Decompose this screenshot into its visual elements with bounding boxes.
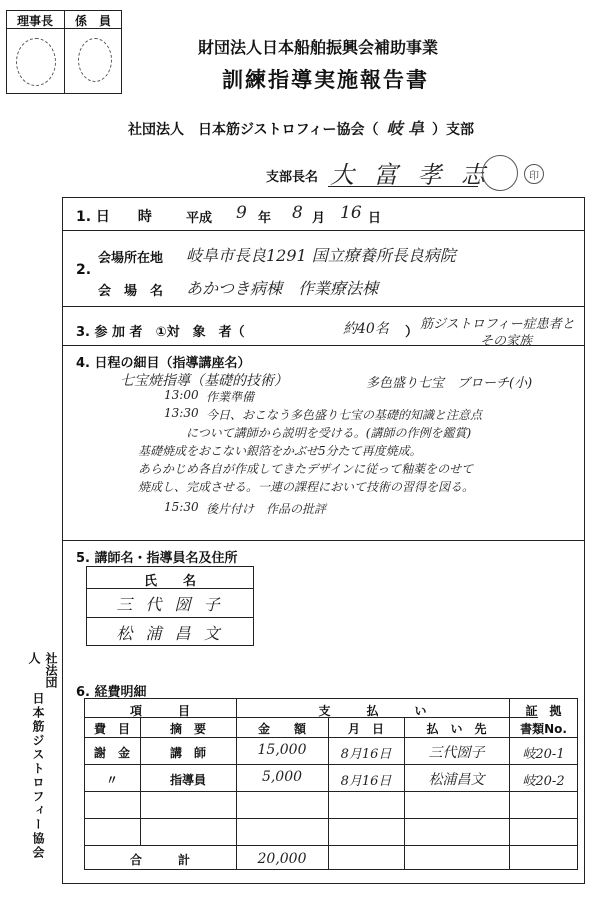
schedule-row [138, 478, 574, 500]
row-payee: 松浦昌文 [428, 772, 485, 788]
course-name: 七宝焼指導（基礎的技術） [120, 373, 288, 389]
head-name: 大 富 孝 志 [330, 161, 491, 189]
row-doc: 岐20-1 [522, 747, 565, 762]
row-date: 8月16日 [340, 747, 392, 762]
instructors-label: 5. 講師名・指導員名及住所 [76, 551, 238, 566]
staff-label: 係 員 [74, 14, 111, 28]
schedule-row [138, 442, 574, 460]
header-category: 費 目 [93, 722, 130, 736]
row-date: 8月16日 [340, 774, 392, 789]
date-day: 16 [340, 203, 362, 223]
header-payment: 支 払 い [318, 704, 427, 718]
participants-label: 3. 参 加 者 ①対 象 者（ [76, 325, 245, 340]
venue-name-label: 会 場 名 [98, 284, 164, 299]
date-label: 1. 日 時 [76, 209, 152, 225]
row-amount: 15,000 [257, 742, 307, 758]
expense-label: 6. 経費明細 [76, 685, 147, 700]
seal-mark: 印 [524, 164, 544, 184]
schedule-time: 13:00 [164, 388, 199, 402]
schedule-time: 13:30 [164, 406, 199, 420]
header-cert-no: 書類No. [520, 722, 567, 736]
row-description: 指導員 [169, 773, 206, 787]
header-amount: 金 額 [257, 722, 306, 736]
venue-num: 2. [76, 262, 92, 278]
instructor-name: 三 代 圀 子 [116, 595, 224, 614]
schedule-row [164, 406, 574, 424]
page-title: 訓練指導実施報告書 [222, 68, 429, 92]
instructors-col-header: 氏 名 [143, 574, 196, 589]
total-label: 合 計 [129, 853, 190, 867]
participants-note-1: 筋ジストロフィー症患者と [420, 317, 575, 332]
schedule-text: あらかじめ各自が作成してきたデザインに従って釉薬をのせて [138, 462, 474, 476]
header-cert: 証 拠 [525, 704, 562, 718]
venue-location-label: 会場所在地 [98, 251, 164, 266]
org-branch: 岐 阜 [386, 119, 425, 138]
schedule-text: 焼成し、完成させる。一連の課程において技術の習得を図る。 [138, 480, 475, 494]
header-payee: 払 い 先 [426, 722, 487, 736]
header-date: 月 日 [347, 722, 384, 736]
side-label-top: 社法団人 [27, 652, 58, 688]
date-day-unit: 日 [368, 211, 382, 226]
header-item: 項 目 [129, 704, 190, 718]
participants-count: 約40名 [343, 321, 389, 337]
venue-name-value: あかつき病棟 作業療法棟 [186, 279, 379, 298]
date-era: 平成 [186, 211, 213, 226]
total-amount: 20,000 [257, 851, 307, 867]
schedule-time: 15:30 [164, 500, 199, 514]
schedule-time [164, 424, 186, 442]
director-label: 理事長 [16, 14, 53, 28]
side-label-body: 日本筋ジストロフィー協会 [31, 692, 45, 860]
date-month: 8 [292, 203, 303, 223]
course-detail: 多色盛り七宝 ブローチ(小) [366, 376, 533, 391]
header-description: 摘 要 [169, 722, 206, 736]
instructor-name: 松 浦 昌 文 [116, 624, 224, 643]
schedule-text: について講師から説明を受ける。(講師の作例を鑑賞) [186, 426, 472, 440]
venue-location-value: 岐阜市長良1291 国立療養所長良病院 [186, 246, 456, 265]
schedule-list [138, 388, 574, 518]
schedule-text: 今日、おこなう多色盛り七宝の基礎的知識と注意点 [206, 408, 483, 422]
head-seal-icon [482, 155, 518, 191]
schedule-text: 後片付け 作品の批評 [206, 502, 327, 516]
schedule-row [164, 500, 574, 518]
staff-seal-icon [78, 38, 112, 82]
schedule-label: 4. 日程の細目（指導講座名） [76, 356, 251, 371]
schedule-text: 作業準備 [206, 390, 255, 404]
row-category: 謝 金 [93, 746, 130, 760]
schedule-row [164, 388, 574, 406]
row-description: 講 師 [169, 746, 206, 760]
foundation-line: 財団法人日本船舶振興会補助事業 [198, 38, 439, 57]
schedule-row [138, 460, 574, 478]
org-prefix: 社団法人 日本筋ジストロフィー協会（ [128, 122, 379, 138]
row-payee: 三代圀子 [428, 745, 485, 761]
row-doc: 岐20-2 [522, 774, 565, 789]
row-amount: 5,000 [261, 769, 303, 785]
schedule-text: 基礎焼成をおこない銀箔をかぶせ5分たて再度焼成。 [138, 444, 422, 458]
org-suffix: ）支部 [432, 122, 475, 138]
date-year-unit: 年 [258, 211, 272, 226]
org-line [128, 116, 474, 139]
row-category: 〃 [105, 773, 118, 787]
schedule-row [164, 424, 574, 442]
date-month-unit: 月 [312, 211, 326, 226]
participants-close: ） [405, 325, 419, 340]
participants-note-2: その家族 [480, 334, 533, 349]
director-seal-icon [16, 38, 56, 86]
date-year: 9 [236, 203, 247, 223]
head-label: 支部長名 [266, 170, 319, 185]
